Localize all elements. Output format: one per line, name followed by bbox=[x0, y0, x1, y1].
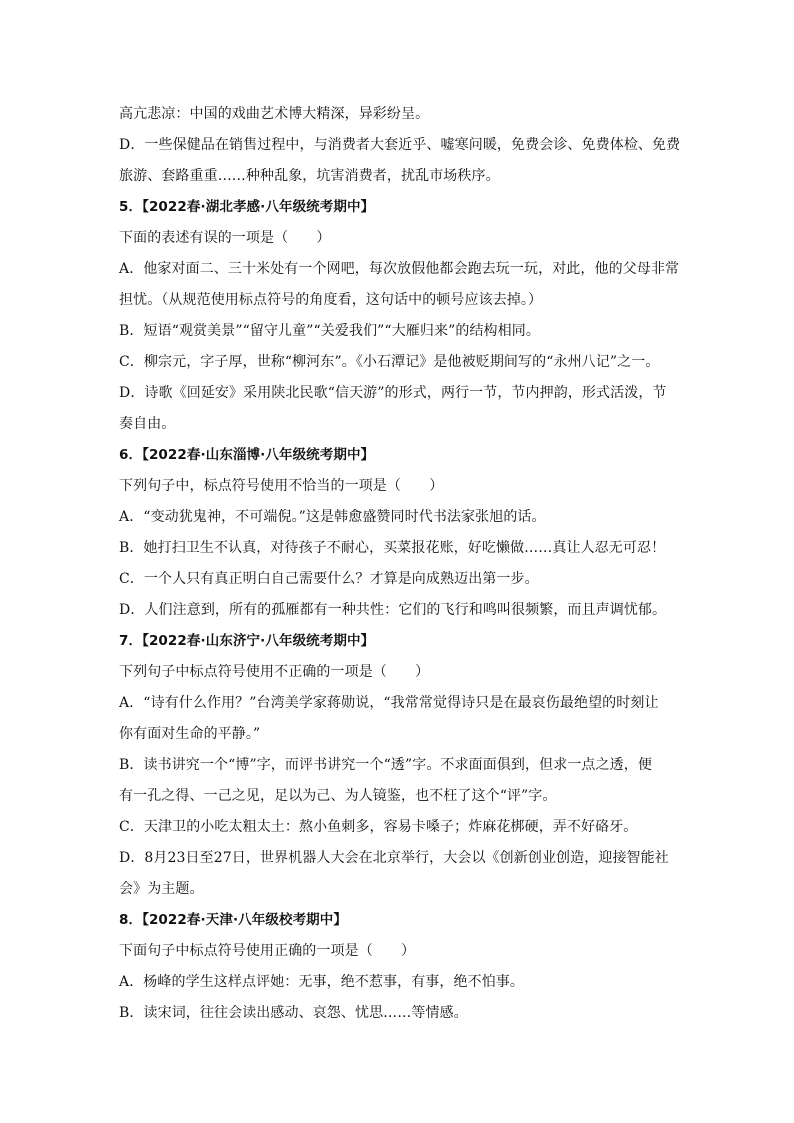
text-line: C．柳宗元，字子厚，世称“柳河东”。《小石潭记》是他被贬期间写的“永州八记”之一。 bbox=[119, 354, 660, 370]
text-line: A．“变动犹鬼神，不可端倪。”这是韩愈盛赞同时代书法家张旭的话。 bbox=[119, 509, 546, 525]
text-line: B．读书讲究一个“博”字，而评书讲究一个“透”字。不求面面俱到，但求一点之透，便 bbox=[119, 757, 652, 773]
text-line: D．8月23日至27日，世界机器人大会在北京举行，大会以《创新创业创造，迎接智能社 bbox=[119, 850, 669, 866]
text-line: 下面句子中标点符号使用正确的一项是（ ） bbox=[119, 943, 416, 959]
text-line: B．短语“观赏美景”“留守儿童”“关爱我们”“大雁归来”的结构相同。 bbox=[119, 323, 540, 339]
text-line: 下面的表述有误的一项是（ ） bbox=[119, 230, 331, 246]
text-line: B．读宋词，往往会读出感动、哀怨、忧思……等情感。 bbox=[119, 1005, 468, 1021]
text-line: 你有面对生命的平静。” bbox=[119, 726, 261, 742]
text-line: 下列句子中，标点符号使用不恰当的一项是（ ） bbox=[119, 478, 444, 494]
text-line: 会》为主题。 bbox=[119, 881, 204, 897]
text-line: C．天津卫的小吃太粗太土：熬小鱼刺多，容易卡嗓子；炸麻花梆硬，弄不好硌牙。 bbox=[119, 819, 638, 835]
text-line: D．人们注意到，所有的孤雁都有一种共性：它们的飞行和鸣叫很频繁，而且声调忧郁。 bbox=[119, 602, 667, 618]
text-line: B．她打扫卫生不认真，对待孩子不耐心，买菜报花账，好吃懒做……真让人忍无可忍！ bbox=[119, 540, 666, 556]
text-line: 担忧。（从规范使用标点符号的角度看，这句话中的顿号应该去掉。） bbox=[119, 292, 543, 308]
document-body bbox=[119, 99, 681, 1029]
text-line: 有一孔之得、一己之见，足以为己、为人镜鉴，也不枉了这个“评”字。 bbox=[119, 788, 557, 804]
text-line: 奏自由。 bbox=[119, 416, 176, 432]
text-line: A．杨峰的学生这样点评她：无事，绝不惹事，有事，绝不怕事。 bbox=[119, 974, 525, 990]
text-line: A．“诗有什么作用？”台湾美学家蒋勋说，“我常常觉得诗只是在最哀伤最绝望的时刻让 bbox=[119, 695, 659, 711]
question-source-header: 7．【2022春·山东济宁·八年级统考期中】 bbox=[119, 633, 375, 649]
text-line: D．诗歌《回延安》采用陕北民歌“信天游”的形式，两行一节，节内押韵，形式活泼，节 bbox=[119, 385, 667, 401]
text-line: C．一个人只有真正明白自己需要什么？才算是向成熟迈出第一步。 bbox=[119, 571, 539, 587]
text-line: 下列句子中标点符号使用不正确的一项是（ ） bbox=[119, 664, 430, 680]
question-source-header: 5．【2022春·湖北孝感·八年级统考期中】 bbox=[119, 199, 375, 215]
text-line: 高亢悲凉：中国的戏曲艺术博大精深，异彩纷呈。 bbox=[119, 106, 430, 122]
text-line: A．他家对面二、三十米处有一个网吧，每次放假他都会跑去玩一玩，对此，他的父母非常 bbox=[119, 261, 680, 277]
question-source-header: 6．【2022春·山东淄博·八年级统考期中】 bbox=[119, 447, 375, 463]
text-line: 旅游、套路重重……种种乱象，坑害消费者，扰乱市场秩序。 bbox=[119, 168, 500, 184]
question-source-header: 8．【2022春·天津·八年级校考期中】 bbox=[119, 912, 347, 928]
text-line: D．一些保健品在销售过程中，与消费者大套近乎、嘘寒问暖，免费会诊、免费体检、免费 bbox=[119, 137, 681, 153]
